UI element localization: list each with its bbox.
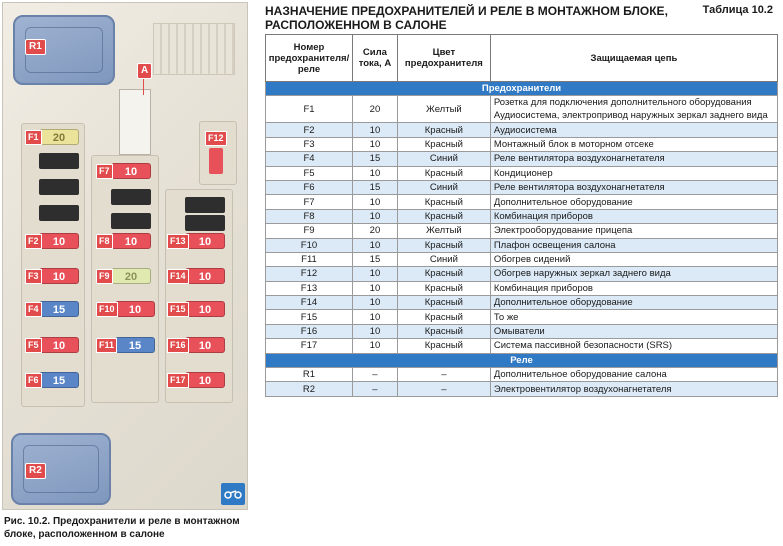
fuse-f7-label: F7 [96, 164, 113, 179]
cell-current: 20 [352, 224, 397, 238]
table-title: НАЗНАЧЕНИЕ ПРЕДОХРАНИТЕЛЕЙ И РЕЛЕ В МОНТАЖНОМ БЛОКЕ, РАСПОЛОЖЕННОМ В САЛОНЕ [265, 4, 668, 32]
table-row [266, 96, 778, 123]
fuse-relay-table [265, 34, 778, 397]
cell-circuit: Комбинация приборов [490, 281, 777, 295]
cell-number: F14 [266, 296, 353, 310]
cell-number: F3 [266, 137, 353, 151]
empty-slot [185, 197, 225, 213]
fuse-f13: 10 [185, 233, 225, 249]
fuse-f8-label: F8 [96, 234, 113, 249]
cell-number: R1 [266, 368, 353, 382]
cell-color: Красный [397, 296, 490, 310]
connector-a-label: A [137, 63, 152, 79]
cell-color: Желтый [397, 224, 490, 238]
relay-r2-label: R2 [25, 463, 46, 479]
cell-circuit: Дополнительное оборудование [490, 296, 777, 310]
fuse-f14: 10 [185, 268, 225, 284]
figure-caption: Рис. 10.2. Предохранители и реле в монтажном блоке, расположенном в салоне [4, 516, 240, 540]
cell-current: 10 [352, 209, 397, 223]
empty-slot [111, 189, 151, 205]
cell-number: F7 [266, 195, 353, 209]
fuse-f3: 10 [39, 268, 79, 284]
empty-slot [39, 179, 79, 195]
cell-number: F15 [266, 310, 353, 324]
cell-current: 10 [352, 137, 397, 151]
cell-current: 20 [352, 96, 397, 123]
table-row [266, 123, 778, 137]
cell-number: F2 [266, 123, 353, 137]
fuse-f9-label: F9 [96, 269, 113, 284]
fuse-f6: 15 [39, 372, 79, 388]
fuse-f7: 10 [111, 163, 151, 179]
cell-number: F16 [266, 324, 353, 338]
table-header-row [266, 35, 778, 82]
fuse-puller-icon [221, 483, 245, 505]
cell-current: 15 [352, 152, 397, 166]
section-row-fuses [266, 82, 778, 96]
fuse-f3-label: F3 [25, 269, 42, 284]
fuse-f11: 15 [115, 337, 155, 353]
section-title: Предохранители [266, 82, 778, 96]
fuse-box-photo [2, 2, 248, 510]
table-row [266, 209, 778, 223]
cell-number: F11 [266, 252, 353, 266]
cell-current: 10 [352, 296, 397, 310]
cell-current: 10 [352, 281, 397, 295]
cell-circuit: Электровентилятор воздухонагнетателя [490, 382, 777, 396]
table-row [266, 152, 778, 166]
cell-color: Синий [397, 152, 490, 166]
fuse-f16: 10 [185, 337, 225, 353]
fuse-f16-label: F16 [167, 338, 189, 353]
cell-number: F12 [266, 267, 353, 281]
table-row [266, 296, 778, 310]
section-row-relays [266, 353, 778, 367]
cell-color: Красный [397, 166, 490, 180]
cell-current: 15 [352, 252, 397, 266]
cell-circuit: Монтажный блок в моторном отсеке [490, 137, 777, 151]
cell-circuit: Кондиционер [490, 166, 777, 180]
cell-color: Красный [397, 324, 490, 338]
cell-number: F1 [266, 96, 353, 123]
table-row [266, 339, 778, 353]
relay-r1-label: R1 [25, 39, 46, 55]
fuse-f4: 15 [39, 301, 79, 317]
table-row [266, 368, 778, 382]
cell-number: R2 [266, 382, 353, 396]
empty-slot [39, 153, 79, 169]
cell-circuit: Реле вентилятора воздухонагнетателя [490, 152, 777, 166]
header-circuit: Защищаемая цепь [490, 35, 777, 82]
cell-number: F17 [266, 339, 353, 353]
cell-circuit: Дополнительное оборудование [490, 195, 777, 209]
table-row [266, 166, 778, 180]
section-title: Реле [266, 353, 778, 367]
cell-color: Красный [397, 123, 490, 137]
cell-number: F5 [266, 166, 353, 180]
table-row [266, 252, 778, 266]
cell-color: Желтый [397, 96, 490, 123]
fuse-f17: 10 [185, 372, 225, 388]
empty-slot [39, 205, 79, 221]
header-current: Сила тока, А [352, 35, 397, 82]
cell-number: F13 [266, 281, 353, 295]
table-row [266, 224, 778, 238]
cell-number: F8 [266, 209, 353, 223]
fuse-f5: 10 [39, 337, 79, 353]
cell-color: – [397, 382, 490, 396]
cell-color: Красный [397, 310, 490, 324]
cell-circuit: Обогрев сидений [490, 252, 777, 266]
cell-color: Синий [397, 180, 490, 194]
fuse-f12-label: F12 [205, 131, 227, 146]
fuse-f10-label: F10 [96, 302, 118, 317]
header-number: Номер предохранителя/ реле [266, 35, 353, 82]
cell-color: Красный [397, 238, 490, 252]
cell-circuit: Плафон освещения салона [490, 238, 777, 252]
table-row [266, 180, 778, 194]
cell-circuit: То же [490, 310, 777, 324]
fuse-f8: 10 [111, 233, 151, 249]
cell-circuit: Электрооборудование прицепа [490, 224, 777, 238]
table-row [266, 195, 778, 209]
table-row [266, 382, 778, 396]
cell-current: 10 [352, 267, 397, 281]
cell-current: 10 [352, 339, 397, 353]
table-row [266, 310, 778, 324]
table-row [266, 281, 778, 295]
fuse-f12-blade [209, 148, 223, 174]
cell-current: – [352, 382, 397, 396]
fuse-f4-label: F4 [25, 302, 42, 317]
cell-color: Красный [397, 281, 490, 295]
cell-circuit: Обогрев наружных зеркал заднего вида [490, 267, 777, 281]
table-number: Таблица 10.2 [702, 4, 773, 16]
cell-color: Красный [397, 137, 490, 151]
cell-circuit: Реле вентилятора воздухонагнетателя [490, 180, 777, 194]
fuse-f2: 10 [39, 233, 79, 249]
cell-circuit: Омыватели [490, 324, 777, 338]
fuse-f14-label: F14 [167, 269, 189, 284]
cell-circuit: Система пассивной безопасности (SRS) [490, 339, 777, 353]
fuse-f6-label: F6 [25, 373, 42, 388]
cell-current: 10 [352, 195, 397, 209]
top-ribs [153, 23, 235, 75]
connector-a [119, 89, 151, 155]
cell-circuit: Розетка для подключения дополнительного оборудования Аудиосистема, электропривод наружных зеркал заднего вида [490, 96, 777, 123]
fuse-f10: 10 [115, 301, 155, 317]
header-color: Цвет предохранителя [397, 35, 490, 82]
cell-circuit: Дополнительное оборудование салона [490, 368, 777, 382]
cell-color: Красный [397, 339, 490, 353]
cell-color: Красный [397, 195, 490, 209]
cell-current: 10 [352, 238, 397, 252]
fuse-f15-label: F15 [167, 302, 189, 317]
cell-color: Красный [397, 209, 490, 223]
cell-current: 10 [352, 123, 397, 137]
table-row [266, 324, 778, 338]
cell-color: Красный [397, 267, 490, 281]
cell-current: 10 [352, 310, 397, 324]
fuse-f15: 10 [185, 301, 225, 317]
cell-current: 10 [352, 166, 397, 180]
fuse-f2-label: F2 [25, 234, 42, 249]
empty-slot [111, 213, 151, 229]
cell-number: F6 [266, 180, 353, 194]
cell-current: 15 [352, 180, 397, 194]
fuse-f13-label: F13 [167, 234, 189, 249]
cell-color: – [397, 368, 490, 382]
cell-circuit: Аудиосистема [490, 123, 777, 137]
cell-number: F10 [266, 238, 353, 252]
cell-circuit: Комбинация приборов [490, 209, 777, 223]
table-row [266, 238, 778, 252]
cell-current: 10 [352, 324, 397, 338]
fuse-f9: 20 [111, 268, 151, 284]
table-row [266, 137, 778, 151]
cell-number: F9 [266, 224, 353, 238]
fuse-f1: 20 [39, 129, 79, 145]
fuse-f1-label: F1 [25, 130, 42, 145]
cell-color: Синий [397, 252, 490, 266]
fuse-f11-label: F11 [96, 338, 117, 353]
empty-slot [185, 215, 225, 231]
cell-number: F4 [266, 152, 353, 166]
fuse-f5-label: F5 [25, 338, 42, 353]
table-row [266, 267, 778, 281]
fuse-f17-label: F17 [167, 373, 189, 388]
cell-current: – [352, 368, 397, 382]
